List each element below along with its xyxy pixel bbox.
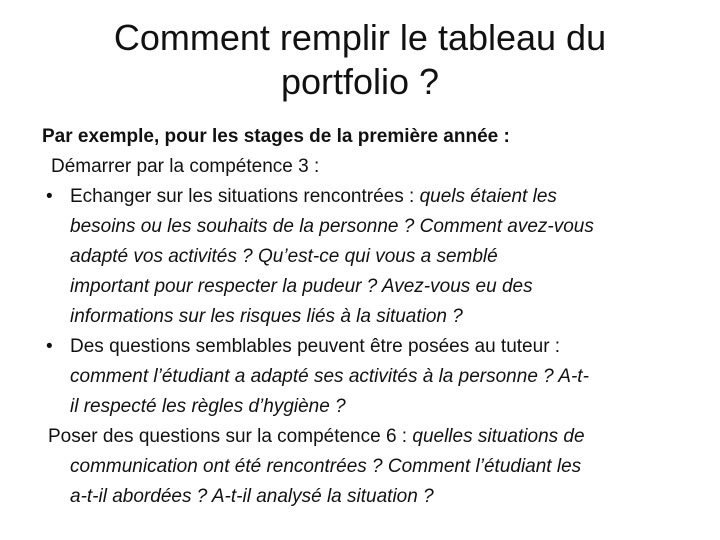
intro-text: Par exemple, pour les stages de la première année :	[42, 126, 510, 147]
poser-line-3: a-t-il abordées ? A-t-il analysé la situation ?	[70, 486, 434, 507]
bullet-item-2	[42, 332, 682, 362]
bullet-1-line-5: informations sur les risques liés à la situation ?	[70, 306, 463, 327]
bullet-icon: •	[46, 336, 53, 357]
slide-title	[60, 16, 660, 104]
title-line-1: Comment remplir le tableau du	[113, 17, 607, 58]
poser-line-2: communication ont été rencontrées ? Comment l’étudiant les	[70, 456, 582, 477]
poser-lead: Poser des questions sur la compétence 6 :	[48, 426, 413, 447]
bullet-2-line-3: il respecté les règles d’hygiène ?	[70, 396, 346, 417]
poser-question-start: quelles situations de	[412, 426, 585, 447]
slide-body	[42, 122, 682, 512]
start-text: Démarrer par la compétence 3 :	[51, 156, 320, 177]
poser-paragraph	[42, 422, 682, 452]
bullet-2-line-2: comment l’étudiant a adapté ses activités à la personne ? A-t-	[70, 366, 589, 387]
bullet-1-line-3: adapté vos activités ? Qu’est-ce qui vous a semblé	[70, 246, 498, 267]
bullet-1-question-start: quels étaient les	[419, 186, 557, 207]
title-line-2: portfolio ?	[280, 61, 440, 102]
bullet-item-1	[42, 182, 682, 212]
bullet-1-line-2: besoins ou les souhaits de la personne ? Comment avez-vous	[70, 216, 594, 237]
bullet-2-lead: Des questions semblables peuvent être posées au tuteur :	[70, 336, 561, 357]
bullet-icon: •	[46, 186, 53, 207]
bullet-1-line-4: important pour respecter la pudeur ? Avez-vous eu des	[70, 276, 533, 297]
bullet-1-lead: Echanger sur les situations rencontrées :	[70, 186, 420, 207]
